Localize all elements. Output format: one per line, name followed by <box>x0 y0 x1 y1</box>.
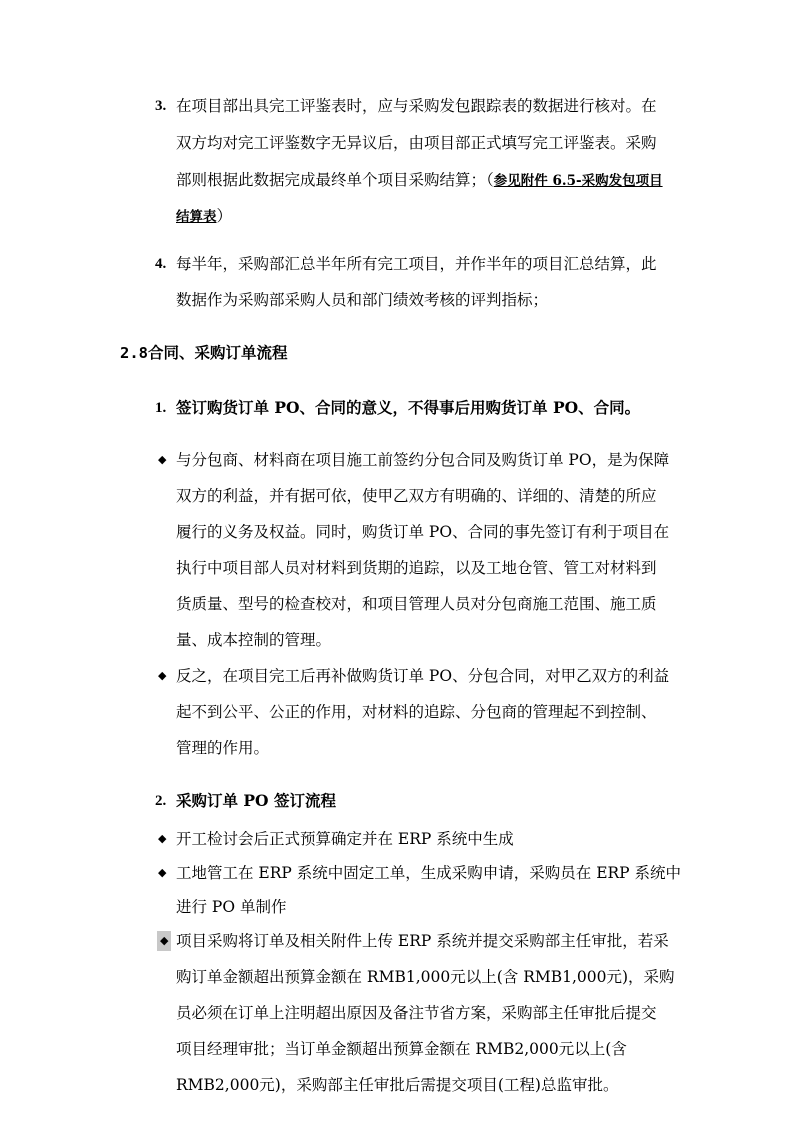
bullet-1-line-2: 双方的利益，并有据可依，使甲乙双方有明确的、详细的、清楚的所应 <box>176 487 657 505</box>
bullet-1-line-5: 货质量、型号的检查校对，和项目管理人员对分包商施工范围、施工质 <box>176 595 657 613</box>
sub-2-title: 采购订单 PO 签订流程 <box>176 791 336 810</box>
item-4-line-1: 每半年，采购部汇总半年所有完工项目，并作半年的项目汇总结算，此 <box>176 255 657 273</box>
bullet-5-line-3: 员必须在订单上注明超出原因及备注节省方案，采购部主任审批后提交 <box>176 1004 657 1022</box>
ref-open-paren: （ <box>486 171 494 189</box>
item-3-line-3-text: 部则根据此数据完成最终单个项目采购结算； <box>176 171 487 189</box>
sub-2-number: 2. <box>155 793 167 809</box>
item-3-line-2: 双方均对完工评鉴数字无异议后，由项目部正式填写完工评鉴表。采购 <box>176 134 657 152</box>
sub-1-number: 1. <box>155 400 167 416</box>
section-title: 2.8合同、采购订单流程 <box>120 344 288 362</box>
bullet-4-line-2: 进行 PO 单制作 <box>176 898 287 916</box>
bullet-diamond-icon: ◆ <box>158 832 167 845</box>
item-4-line-2: 数据作为采购部采购人员和部门绩效考核的评判指标； <box>176 291 549 309</box>
item-3-line-1: 在项目部出具完工评鉴表时，应与采购发包跟踪表的数据进行核对。在 <box>176 97 657 115</box>
bullet-5-line-2: 购订单金额超出预算金额在 RMB1,000元以上(含 RMB1,000元)，采购 <box>176 968 675 986</box>
bullet-5-line-1: 项目采购将订单及相关附件上传 ERP 系统并提交采购部主任审批，若采 <box>176 932 669 950</box>
item-3-line-4 <box>176 206 232 227</box>
bullet-2-line-1: 反之，在项目完工后再补做购货订单 PO、分包合同，对甲乙双方的利益 <box>176 667 670 685</box>
bullet-5-line-4: 项目经理审批；当订单金额超出预算金额在 RMB2,000元以上(含 <box>176 1040 627 1058</box>
bullet-diamond-icon: ◆ <box>158 453 167 466</box>
bullet-1-line-4: 执行中项目部人员对材料到货期的追踪，以及工地仓管、管工对材料到 <box>176 559 657 577</box>
item-4-number: 4. <box>155 256 167 272</box>
bullet-4-line-1: 工地管工在 ERP 系统中固定工单，生成采购申请，采购员在 ERP 系统中 <box>176 864 682 882</box>
bullet-2-line-3: 管理的作用。 <box>176 739 270 757</box>
item-3-line-3 <box>176 170 663 191</box>
bullet-1-line-6: 量、成本控制的管理。 <box>176 631 332 649</box>
bullet-diamond-icon: ◆ <box>158 866 167 879</box>
appendix-reference-link-cont: 结算表 <box>176 209 217 225</box>
bullet-diamond-icon: ◆ <box>158 669 167 682</box>
appendix-reference-link: 参见附件 6.5-采购发包项目 <box>493 173 663 189</box>
bullet-5-line-5: RMB2,000元)，采购部主任审批后需提交项目(工程)总监审批。 <box>176 1076 619 1094</box>
item-3-number: 3. <box>155 98 167 114</box>
bullet-1-line-1: 与分包商、材料商在项目施工前签约分包合同及购货订单 PO，是为保障 <box>176 451 670 469</box>
bullet-diamond-icon: ◆ <box>157 931 171 951</box>
bullet-2-line-2: 起不到公平、公正的作用，对材料的追踪、分包商的管理起不到控制、 <box>176 703 657 721</box>
bullet-1-line-3: 履行的义务及权益。同时，购货订单 PO、合同的事先签订有利于项目在 <box>176 523 670 541</box>
bullet-3-line-1: 开工检讨会后正式预算确定并在 ERP 系统中生成 <box>176 830 514 848</box>
ref-close-paren: ） <box>216 207 233 225</box>
sub-1-title: 签订购货订单 PO、合同的意义，不得事后用购货订单 PO、合同。 <box>176 398 641 417</box>
